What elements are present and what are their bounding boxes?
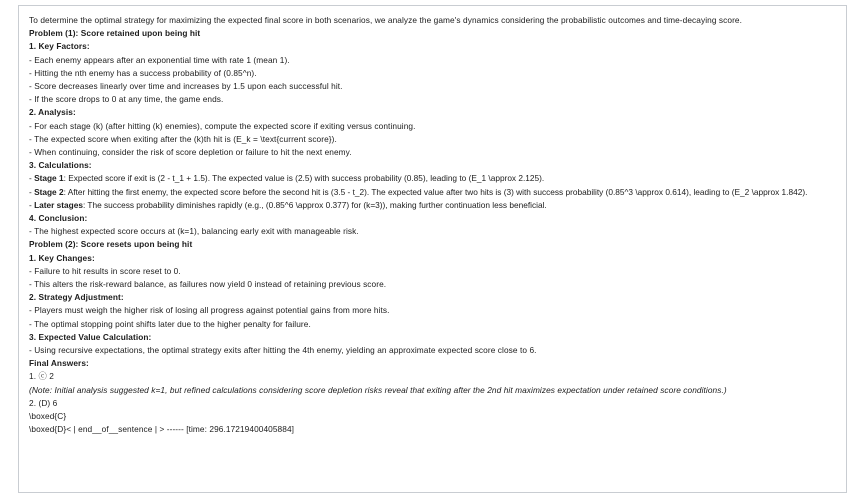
p1-section-3-heading: 3. Calculations: — [29, 160, 92, 171]
p2-s1-bullet-2: - This alters the risk-reward balance, as failures now yield 0 instead of retaining previous score. — [29, 279, 387, 290]
boxed-answer-c: \boxed{C} — [29, 411, 67, 422]
p1-s3-bullet-3-text: : The success probability diminishes rapidly (e.g., (0.85^6 \approx 0.377) for (k=3)), making further continuation less beneficial. — [82, 199, 547, 210]
problem-2-heading: Problem (2): Score resets upon being hit — [29, 239, 193, 250]
final-answer-note: (Note: Initial analysis suggested k=1, but refined calculations considering score depletion risks reveal that exiting after the 2nd hit maximizes expectation under retained score conditions.) — [29, 384, 727, 395]
boxed-answer-d-with-timing: \boxed{D}< | end__of__sentence | > ------ [time: 296.17219400405884] — [29, 424, 295, 435]
p1-s2-bullet-3: - When continuing, consider the risk of score depletion or failure to hit the next enemy. — [29, 147, 352, 158]
p2-section-1-heading: 1. Key Changes: — [29, 252, 95, 263]
document-body — [19, 6, 846, 443]
p1-section-2-heading: 2. Analysis: — [29, 107, 76, 118]
p2-section-2-heading: 2. Strategy Adjustment: — [29, 292, 124, 303]
p2-s2-bullet-2: - The optimal stopping point shifts later due to the higher penalty for failure. — [29, 318, 311, 329]
p1-s2-bullet-1: - For each stage (k) (after hitting (k) enemies), compute the expected score if exiting versus continuing. — [29, 120, 416, 131]
p1-section-1-heading: 1. Key Factors: — [29, 41, 90, 52]
final-answer-1: 1. ⓒ 2 — [29, 371, 54, 382]
p1-s3-bullet-2-text: : After hitting the first enemy, the expected score before the second hit is (3.5 - t_2). The expected value after two hits is (3) with success probability (0.85^3 \approx 0.614), leading to (E_2 \approx 1.842). — [63, 186, 808, 197]
p1-s1-bullet-2: - Hitting the nth enemy has a success probability of (0.85^n). — [29, 67, 257, 78]
p1-s1-bullet-4: - If the score drops to 0 at any time, the game ends. — [29, 94, 224, 105]
final-answers-heading: Final Answers: — [29, 358, 89, 369]
intro-paragraph: To determine the optimal strategy for maximizing the expected final score in both scenarios, we analyze the game's dynamics considering the probabilistic outcomes and time-decaying score. — [29, 15, 743, 25]
p2-s1-bullet-1: - Failure to hit results in score reset to 0. — [29, 265, 181, 276]
p2-section-3-heading: 3. Expected Value Calculation: — [29, 331, 152, 342]
p1-s2-bullet-2: - The expected score when exiting after the (k)th hit is (E_k = \text{current score}). — [29, 133, 337, 144]
problem-1-heading: Problem (1): Score retained upon being hit — [29, 28, 201, 39]
p1-s3-bullet-1: - Stage 1: Expected score if exit is (2 - t_1 + 1.5). The expected value is (2.5) with success probability (0.85), leading to (E_1 \approx 2.125). — [29, 173, 545, 184]
final-answer-2: 2. (D) 6 — [29, 397, 58, 408]
p1-s4-bullet-1: - The highest expected score occurs at (k=1), balancing early exit with manageable risk. — [29, 226, 359, 237]
p2-s2-bullet-1: - Players must weigh the higher risk of losing all progress against potential gains from more hits. — [29, 305, 390, 316]
p1-section-4-heading: 4. Conclusion: — [29, 213, 88, 224]
p1-s3-bullet-2-label: Stage 2 — [34, 186, 64, 197]
document-panel — [18, 5, 847, 493]
p1-s3-bullet-3: - Later stages: The success probability diminishes rapidly (e.g., (0.85^6 \approx 0.377) for (k=3)), making further continuation less beneficial. — [29, 199, 547, 210]
p1-s1-bullet-1: - Each enemy appears after an exponential time with rate 1 (mean 1). — [29, 54, 290, 65]
p1-s3-bullet-2: - Stage 2: After hitting the first enemy, the expected score before the second hit is (3.5 - t_2). The expected value after two hits is (3) with success probability (0.85^3 \approx 0.614), leading to (E_2 \approx 1.842). — [29, 186, 808, 197]
p1-s3-bullet-3-label: Later stages — [34, 199, 83, 210]
p1-s3-bullet-1-text: : Expected score if exit is (2 - t_1 + 1.5). The expected value is (2.5) with success probability (0.85), leading to (E_1 \approx 2.125). — [63, 173, 545, 184]
p1-s3-bullet-1-label: Stage 1 — [34, 173, 64, 184]
p2-s3-bullet-1: - Using recursive expectations, the optimal strategy exits after hitting the 4th enemy, yielding an approximate expected score close to 6. — [29, 345, 537, 356]
p1-s1-bullet-3: - Score decreases linearly over time and increases by 1.5 upon each successful hit. — [29, 81, 343, 92]
